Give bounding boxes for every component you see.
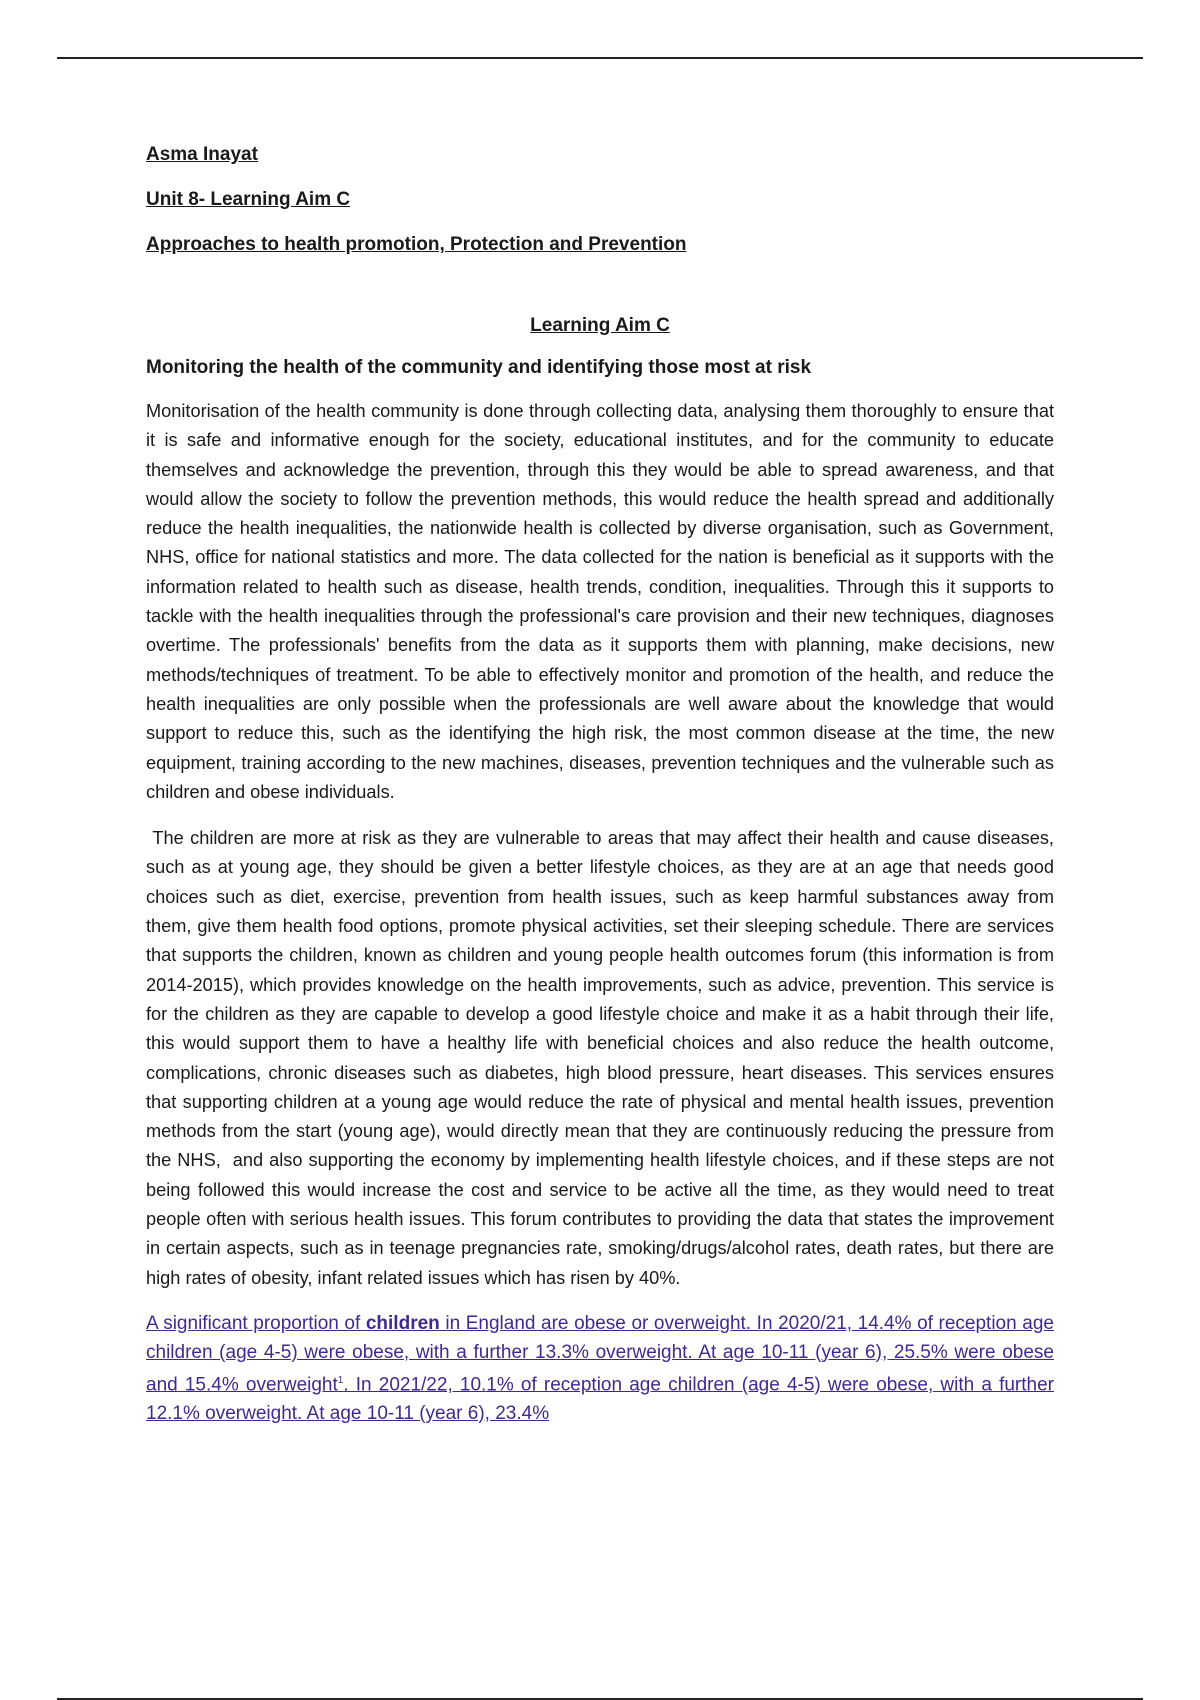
unit-title: Unit 8- Learning Aim C (146, 189, 351, 210)
paragraph-monitoring: Monitorisation of the health community is done through collecting data, analysing them thoroughly to ensure that it is safe and informative enough for the society, educational institutes, and for the community to educate themselves and acknowledge the prevention, through this they would be able to spread awareness, and that would allow the society to follow the prevention methods, this would reduce the health spread and additionally reduce the health inequalities, the nationwide health is collected by diverse organisation, such as Government, NHS, office for national statistics and more. The data collected for the nation is beneficial as it supports with the information related to health such as disease, health trends, condition, inequalities. Through this it supports to tackle with the health inequalities through the professional's care provision and their new techniques, diagnoses overtime. The professionals' benefits from the data as it supports them with planning, make decisions, new methods/techniques of treatment. To be able to effectively monitor and promotion of the health, and reduce the health inequalities are only possible when the professionals are well aware about the knowledge that would support to reduce this, such as the identifying the high risk, the most common disease at the time, the new equipment, training according to the new machines, diseases, prevention techniques and the vulnerable such as children and obese individuals. (146, 401, 1054, 802)
statistics-link-paragraph[interactable] (146, 1310, 1054, 1429)
author-name: Asma Inayat (146, 144, 258, 165)
link-text-bold-word[interactable]: children (365, 1312, 440, 1334)
link-text-part-2[interactable]: in England are obese or overweight. In 2020/21, 14.4% of reception age children (age 4-5) were obese, with a further 13.3% overweight. At age 10-11 (year 6), 25.5% were obese and 15.4% overweight (146, 1312, 1054, 1396)
subheading: Monitoring the health of the community and identifying those most at risk (146, 357, 812, 378)
paragraph-children-risk: The children are more at risk as they are vulnerable to areas that may affect their health and cause diseases, such as at young age, they should be given a better lifestyle choices, as they are at an age that needs good choices such as diet, exercise, prevention from health issues, such as keep harmful substances away from them, give them health food options, promote physical activities, set their sleeping schedule. There are services that supports the children, known as children and young people health outcomes forum (this information is from 2014-2015), which provides knowledge on the health improvements, such as advice, prevention. This service is for the children as they are capable to develop a good lifestyle choice and make it as a habit through their life, this would support them to have a healthy life with beneficial choices and also reduce the health outcome, complications, chronic diseases such as diabetes, high blood pressure, heart diseases. This services ensures that supporting children at a young age would reduce the rate of physical and mental health issues, prevention methods from the start (young age), would directly mean that they are continuously reducing the pressure from the NHS, and also supporting the economy by implementing health lifestyle choices, and if these steps are not being followed this would increase the cost and service to be active all the time, as they would need to treat people often with serious health issues. This forum contributes to providing the data that states the improvement in certain aspects, such as in teenage pregnancies rate, smoking/drugs/alcohol rates, death rates, but there are high rates of obesity, infant related issues which has risen by 40%. (146, 828, 1054, 1288)
section-heading: Learning Aim C (530, 315, 670, 336)
link-text-part-1[interactable]: A significant proportion of (146, 1312, 366, 1334)
topic-title: Approaches to health promotion, Protection and Prevention (146, 234, 687, 255)
footnote-marker[interactable]: 1 (337, 1375, 344, 1387)
top-rule (57, 57, 1143, 59)
document-body (146, 144, 1054, 1429)
link-text-part-3[interactable]: . In 2021/22, 10.1% of reception age children (age 4-5) were obese, with a further 12.1% overweight. At age 10-11 (year 6), 23.4% (146, 1374, 1054, 1425)
